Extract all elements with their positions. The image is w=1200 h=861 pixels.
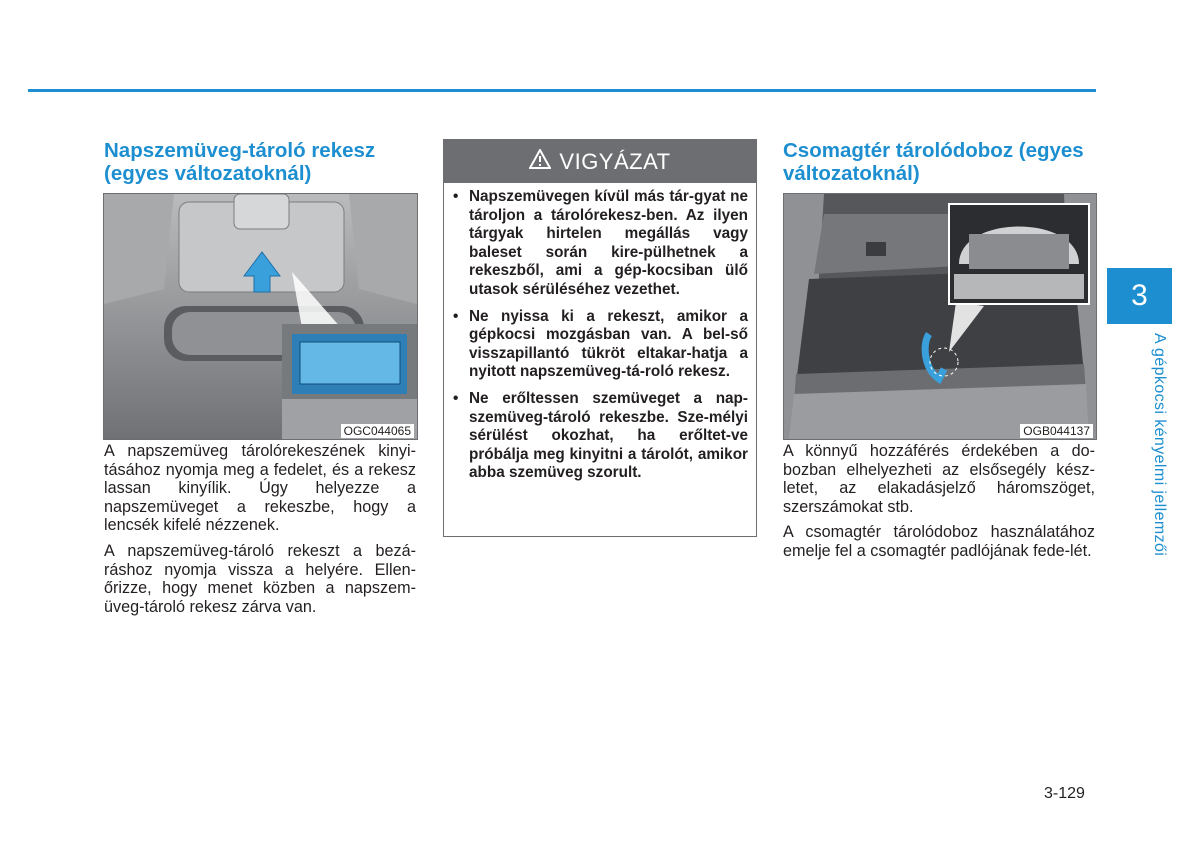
figure-code: OGC044065 bbox=[341, 424, 414, 438]
chapter-title: A gépkocsi kényelmi jellemzői bbox=[1151, 333, 1168, 557]
chapter-number: 3 bbox=[1131, 279, 1148, 312]
warning-header bbox=[444, 140, 756, 183]
sunglass-holder-figure bbox=[103, 193, 418, 440]
trunk-illustration bbox=[784, 194, 1096, 439]
list-item: • Ne erőltessen szemüveget a nap-szemüveg-tároló rekeszbe. Sze-mélyi sérülést okozhat, ha erőltet-ve próbálja meg kinyitni a tárolót, amikor abba szemüveg szorult. bbox=[453, 389, 748, 482]
list-item: • Ne nyissa ki a rekeszt, amikor a gépkocsi mozgásban van. A bel-ső visszapillantó tükröt eltakar-hatja a nyitott napszemüveg-tá-roló rekesz. bbox=[453, 307, 748, 381]
warning-box bbox=[443, 139, 757, 537]
warning-title: VIGYÁZAT bbox=[559, 148, 671, 174]
luggage-box-figure bbox=[783, 193, 1097, 440]
list-item: • Napszemüvegen kívül más tár-gyat ne tároljon a tárolórekesz-ben. Az ilyen tárgyak hirtelen megállás vagy baleset során kire-pülhetnek a rekeszből, ami a gép-kocsiban ülő utasok sérüléséhez vezethet. bbox=[453, 188, 748, 298]
top-rule bbox=[28, 89, 1096, 92]
warning-list bbox=[444, 183, 756, 483]
warning-item-text: Ne nyissa ki a rekeszt, amikor a gépkocsi mozgásban van. A bel-ső visszapillantó tükröt eltakar-hatja a nyitott napszemüveg-tá-roló rekesz. bbox=[469, 307, 748, 381]
paragraph: A napszemüveg tárolórekeszének kinyi-tásához nyomja meg a fedelet, és a rekesz lassan kinyílik. Úgy helyezze a napszemüveget a rekeszbe, hogy a lencsék kifelé nézzenek. bbox=[104, 442, 416, 535]
sunglass-holder-heading: Napszemüveg-tároló rekesz (egyes változatoknál) bbox=[104, 139, 376, 185]
warning-triangle-icon bbox=[529, 149, 551, 175]
warning-item-text: Ne erőltessen szemüveget a nap-szemüveg-tároló rekeszbe. Sze-mélyi sérülést okozhat, ha erőltet-ve próbálja meg kinyitni a tárolót, amikor abba szemüveg szorult. bbox=[469, 389, 748, 482]
paragraph: A napszemüveg-tároló rekeszt a bezá-ráshoz nyomja vissza a helyére. Ellen-őrizze, hogy menet közben a napszem-üveg-tároló rekesz zárva van. bbox=[104, 541, 416, 616]
page-number: 3-129 bbox=[1044, 785, 1085, 802]
chapter-tab bbox=[1107, 268, 1172, 324]
luggage-box-heading: Csomagtér tárolódoboz (egyes változatoknál) bbox=[783, 139, 1084, 185]
paragraph: A könnyű hozzáférés érdekében a do-bozban elhelyezheti az elsősegély kész-letet, az elakadásjelző háromszöget, szerszámokat stb. bbox=[783, 442, 1095, 516]
luggage-box-text bbox=[783, 442, 1095, 568]
warning-item-text: Napszemüvegen kívül más tár-gyat ne tároljon a tárolórekesz-ben. Az ilyen tárgyak hirtelen megállás vagy baleset során kire-pülhetnek a rekeszből, ami a gép-kocsiban ülő utasok sérüléséhez vezethet. bbox=[469, 188, 748, 298]
paragraph: A csomagtér tárolódoboz használatához emelje fel a csomagtér padlójának fede-lét. bbox=[783, 523, 1095, 560]
sunglass-holder-text bbox=[104, 442, 416, 623]
overhead-console-illustration bbox=[104, 194, 417, 439]
figure-code: OGB044137 bbox=[1020, 424, 1093, 438]
